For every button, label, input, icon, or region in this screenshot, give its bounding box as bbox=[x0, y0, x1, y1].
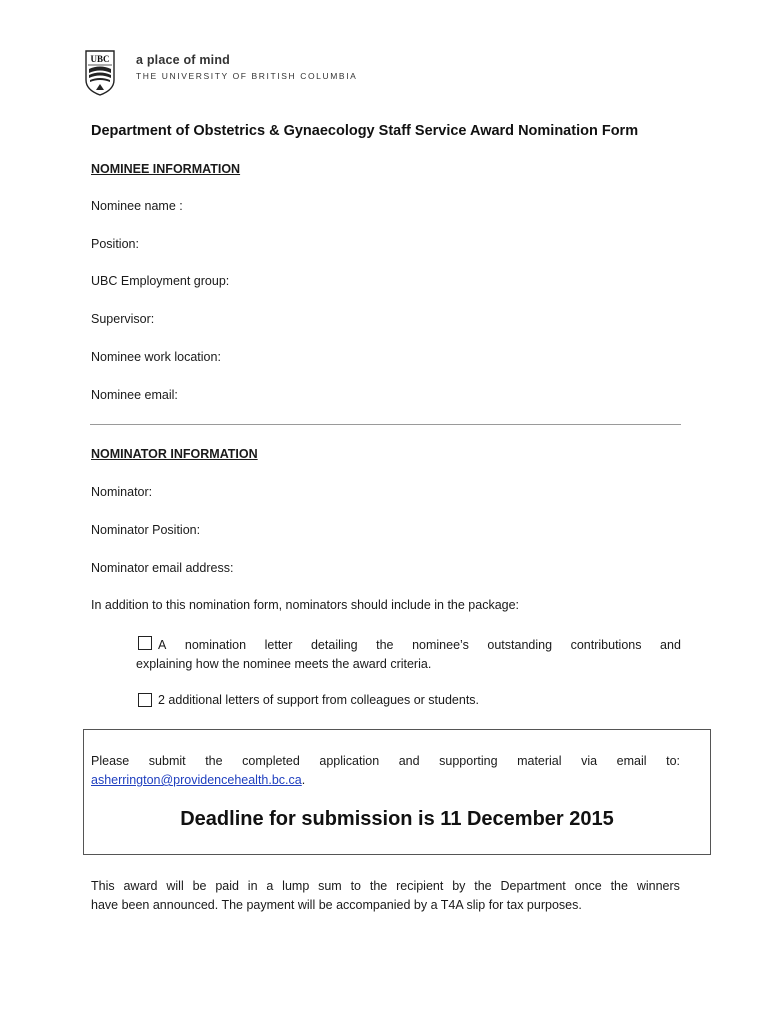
item1-word: detailing bbox=[310, 638, 358, 652]
nominee-section-heading: NOMINEE INFORMATION bbox=[91, 162, 241, 176]
tagline: a place of mind bbox=[136, 53, 230, 67]
footer-word: by bbox=[452, 879, 466, 893]
item1-word: nomination bbox=[184, 638, 247, 652]
deadline-notice: Deadline for submission is 11 December 2015 bbox=[180, 808, 614, 830]
nominee-employment-group-field[interactable]: UBC Employment group: bbox=[91, 274, 230, 288]
submission-word: material bbox=[517, 754, 562, 768]
submission-word: Please bbox=[91, 754, 130, 768]
submission-instructions bbox=[91, 752, 680, 790]
footer-word: will bbox=[166, 879, 184, 893]
item1-word: nominee’s bbox=[412, 638, 469, 652]
ubc-crest-logo bbox=[84, 50, 116, 96]
form-title: Department of Obstetrics & Gynaecology Staff Service Award Nomination Form bbox=[91, 123, 639, 139]
item1-word: letter bbox=[264, 638, 293, 652]
footer-word: the bbox=[610, 879, 628, 893]
item1-word: the bbox=[376, 638, 394, 652]
footer-word: paid bbox=[215, 879, 239, 893]
nominee-name-field[interactable]: Nominee name : bbox=[91, 199, 183, 213]
nominee-supervisor-field[interactable]: Supervisor: bbox=[91, 312, 155, 326]
nominator-section-heading: NOMINATOR INFORMATION bbox=[91, 447, 258, 461]
nominee-work-location-field[interactable]: Nominee work location: bbox=[91, 350, 221, 364]
item1-word: and bbox=[660, 638, 681, 652]
submission-word: email bbox=[616, 754, 647, 768]
submission-word: submit bbox=[148, 754, 186, 768]
footer-word: the bbox=[474, 879, 492, 893]
nominator-name-field[interactable]: Nominator: bbox=[91, 485, 153, 499]
package-intro: In addition to this nomination form, nominators should include in the package: bbox=[91, 598, 520, 612]
footer-word: lump bbox=[282, 879, 310, 893]
footer-word: once bbox=[574, 879, 602, 893]
payment-note-line1 bbox=[91, 877, 680, 896]
footer-word: award bbox=[123, 879, 158, 893]
submission-word: and bbox=[398, 754, 420, 768]
submission-word: to: bbox=[666, 754, 680, 768]
nominee-email-field[interactable]: Nominee email: bbox=[91, 388, 178, 402]
submission-word: completed bbox=[242, 754, 300, 768]
footer-word: be bbox=[192, 879, 207, 893]
nominator-position-field[interactable]: Nominator Position: bbox=[91, 523, 201, 537]
payment-note bbox=[91, 877, 680, 915]
email-suffix: . bbox=[301, 773, 306, 787]
footer-word: winners bbox=[636, 879, 680, 893]
footer-word: the bbox=[369, 879, 388, 893]
submission-email-link[interactable]: asherrington@providencehealth.bc.ca bbox=[91, 773, 302, 787]
university-name: THE UNIVERSITY OF BRITISH COLUMBIA bbox=[136, 71, 358, 81]
section-divider bbox=[90, 424, 681, 425]
submission-word: supporting bbox=[439, 754, 498, 768]
submission-word: via bbox=[581, 754, 598, 768]
logo-text: UBC bbox=[90, 54, 110, 64]
nomination-letter-item bbox=[136, 636, 681, 674]
item1-line1 bbox=[136, 636, 681, 655]
payment-note-line2: have been announced. The payment will be accompanied by a T4A slip for tax purposes. bbox=[91, 898, 582, 912]
footer-word: Department bbox=[500, 879, 566, 893]
item1-word: A bbox=[158, 638, 167, 652]
submission-box bbox=[83, 729, 711, 855]
footer-word: recipient bbox=[396, 879, 444, 893]
footer-word: sum bbox=[318, 879, 342, 893]
footer-word: a bbox=[266, 879, 274, 893]
footer-word: This bbox=[91, 879, 115, 893]
item1-line2: explaining how the nominee meets the award criteria. bbox=[136, 657, 432, 671]
item1-word: contributions bbox=[570, 638, 642, 652]
support-letters-checkbox[interactable] bbox=[138, 693, 152, 707]
footer-word: to bbox=[350, 879, 362, 893]
nominee-position-field[interactable]: Position: bbox=[91, 237, 139, 251]
footer-word: in bbox=[247, 879, 258, 893]
submission-line2 bbox=[91, 771, 680, 790]
item1-word: outstanding bbox=[487, 638, 553, 652]
submission-line1 bbox=[91, 752, 680, 771]
submission-word: application bbox=[319, 754, 380, 768]
support-letters-item: 2 additional letters of support from colleagues or students. bbox=[158, 693, 480, 707]
nominator-email-field[interactable]: Nominator email address: bbox=[91, 561, 234, 575]
submission-word: the bbox=[205, 754, 223, 768]
